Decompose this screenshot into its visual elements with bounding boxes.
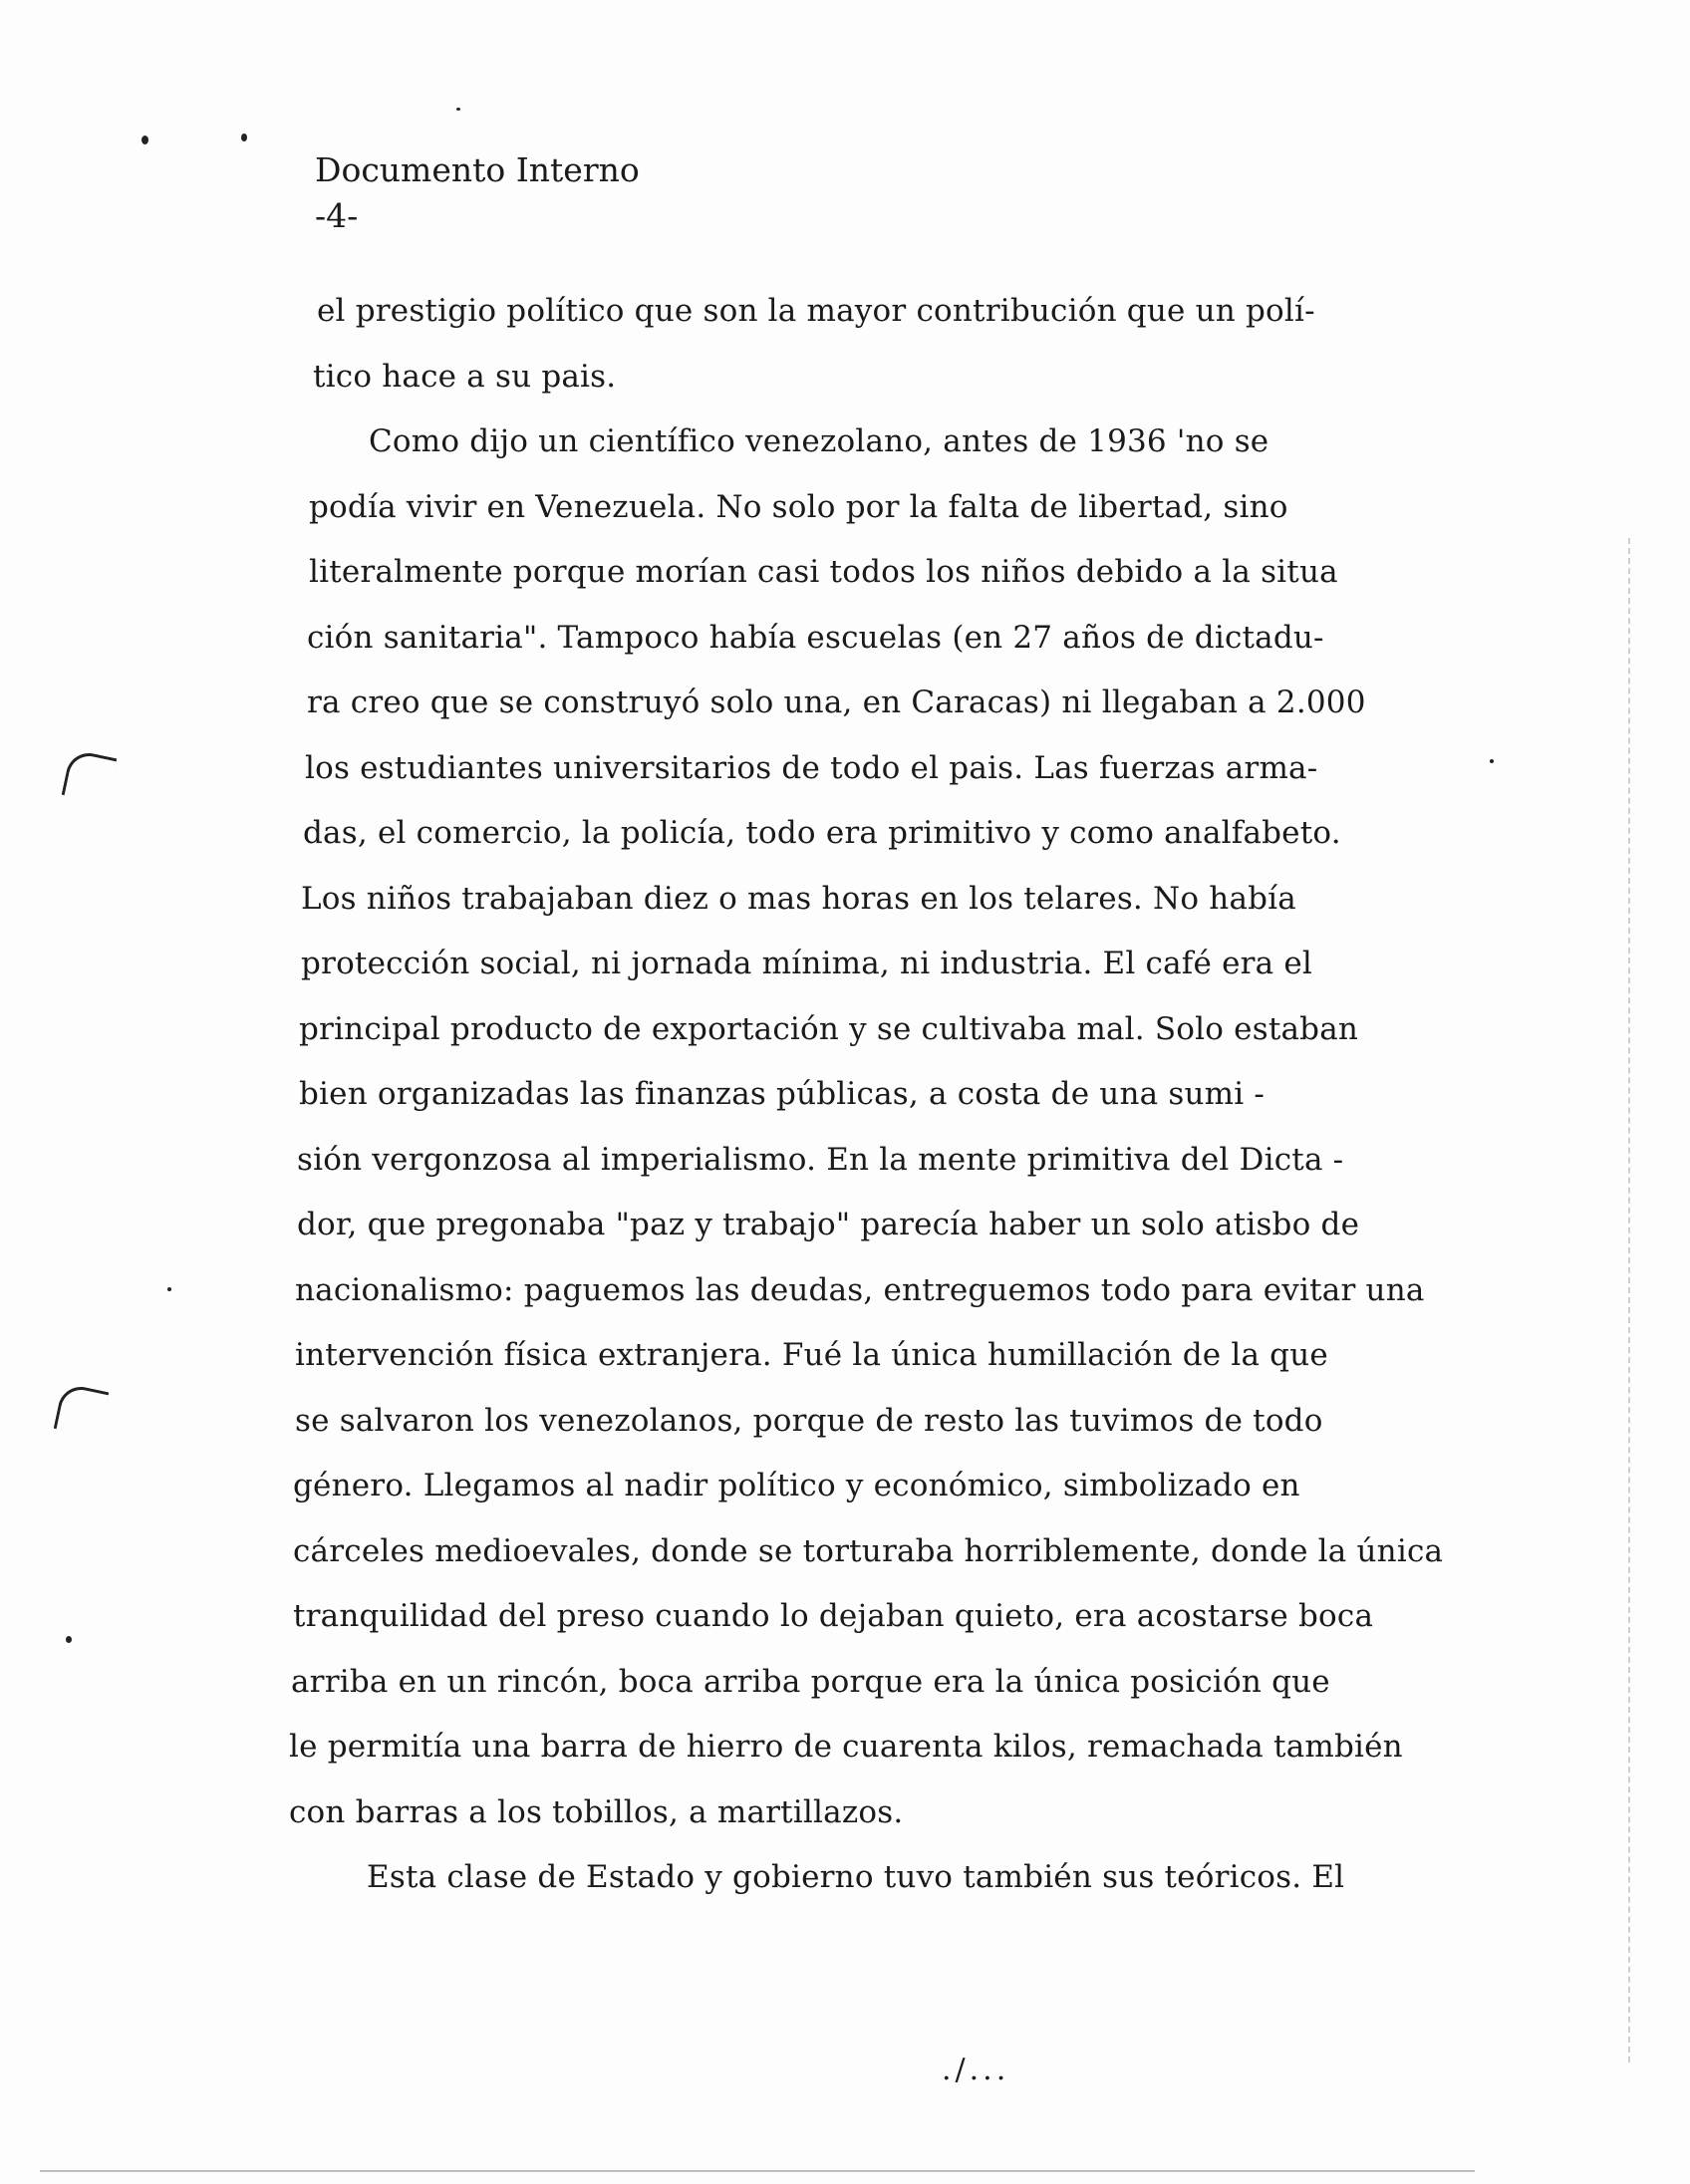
scan-margin-line (1628, 538, 1632, 2062)
document-title: Documento Interno (315, 150, 640, 189)
text-line: intervención física extranjera. Fué la única humillación de la que (295, 1337, 1328, 1373)
scan-arc-mark (54, 1383, 110, 1439)
text-line: literalmente porque morían casi todos los niños debido a la situa (309, 554, 1338, 590)
scan-speck (167, 1287, 171, 1291)
continuation-mark: ./... (942, 2052, 1010, 2087)
text-line: protección social, ni jornada mínima, ni industria. El café era el (301, 946, 1313, 981)
text-line: con barras a los tobillos, a martillazos. (289, 1793, 904, 1830)
paragraph-start-line: Como dijo un científico venezolano, antes de 1936 'no se (369, 423, 1269, 459)
text-line: le permitía una barra de hierro de cuarenta kilos, remachada también (289, 1729, 1403, 1765)
scan-speck (241, 134, 247, 141)
text-line: podía vivir en Venezuela. No solo por la falta de libertad, sino (309, 488, 1288, 525)
document-body (289, 279, 1475, 1911)
text-line: cárceles medioevales, donde se torturaba horriblemente, donde la única (293, 1532, 1444, 1569)
text-line: el prestigio político que son la mayor contribución que un polí- (317, 293, 1315, 329)
scan-speck (141, 136, 148, 144)
document-header (315, 147, 640, 239)
paragraph-start-line: Esta clase de Estado y gobierno tuvo también sus teóricos. El (367, 1859, 1345, 1895)
text-line: sión vergonzosa al imperialismo. En la mente primitiva del Dicta - (297, 1141, 1344, 1178)
text-line: ción sanitaria". Tampoco había escuelas (en 27 años de dictadu- (307, 619, 1324, 656)
text-line: principal producto de exportación y se cultivaba mal. Solo estaban (299, 1010, 1359, 1047)
text-line: das, el comercio, la policía, todo era primitivo y como analfabeto. (303, 815, 1341, 851)
text-line: bien organizadas las finanzas públicas, a costa de una sumi - (299, 1076, 1266, 1112)
page-number: -4- (315, 196, 359, 235)
text-line: tranquilidad del preso cuando lo dejaban quieto, era acostarse boca (293, 1598, 1374, 1634)
text-line: tico hace a su pais. (313, 358, 617, 395)
text-line: ra creo que se construyó solo una, en Caracas) ni llegaban a 2.000 (307, 684, 1366, 720)
scan-speck (456, 108, 460, 111)
scan-arc-mark (62, 749, 118, 805)
text-line: arriba en un rincón, boca arriba porque era la única posición que (291, 1663, 1330, 1700)
text-line: dor, que pregonaba "paz y trabajo" parecía haber un solo atisbo de (297, 1207, 1360, 1242)
text-line: género. Llegamos al nadir político y económico, simbolizado en (293, 1468, 1300, 1503)
text-line: nacionalismo: paguemos las deudas, entreguemos todo para evitar una (295, 1271, 1425, 1308)
scan-bottom-rule (40, 2170, 1475, 2172)
text-line: Los niños trabajaban diez o mas horas en los telares. No había (301, 880, 1296, 917)
scan-speck (1490, 759, 1494, 763)
text-line: los estudiantes universitarios de todo el pais. Las fuerzas arma- (305, 749, 1318, 786)
text-line: se salvaron los venezolanos, porque de resto las tuvimos de todo (295, 1402, 1323, 1439)
scan-speck (66, 1636, 72, 1643)
